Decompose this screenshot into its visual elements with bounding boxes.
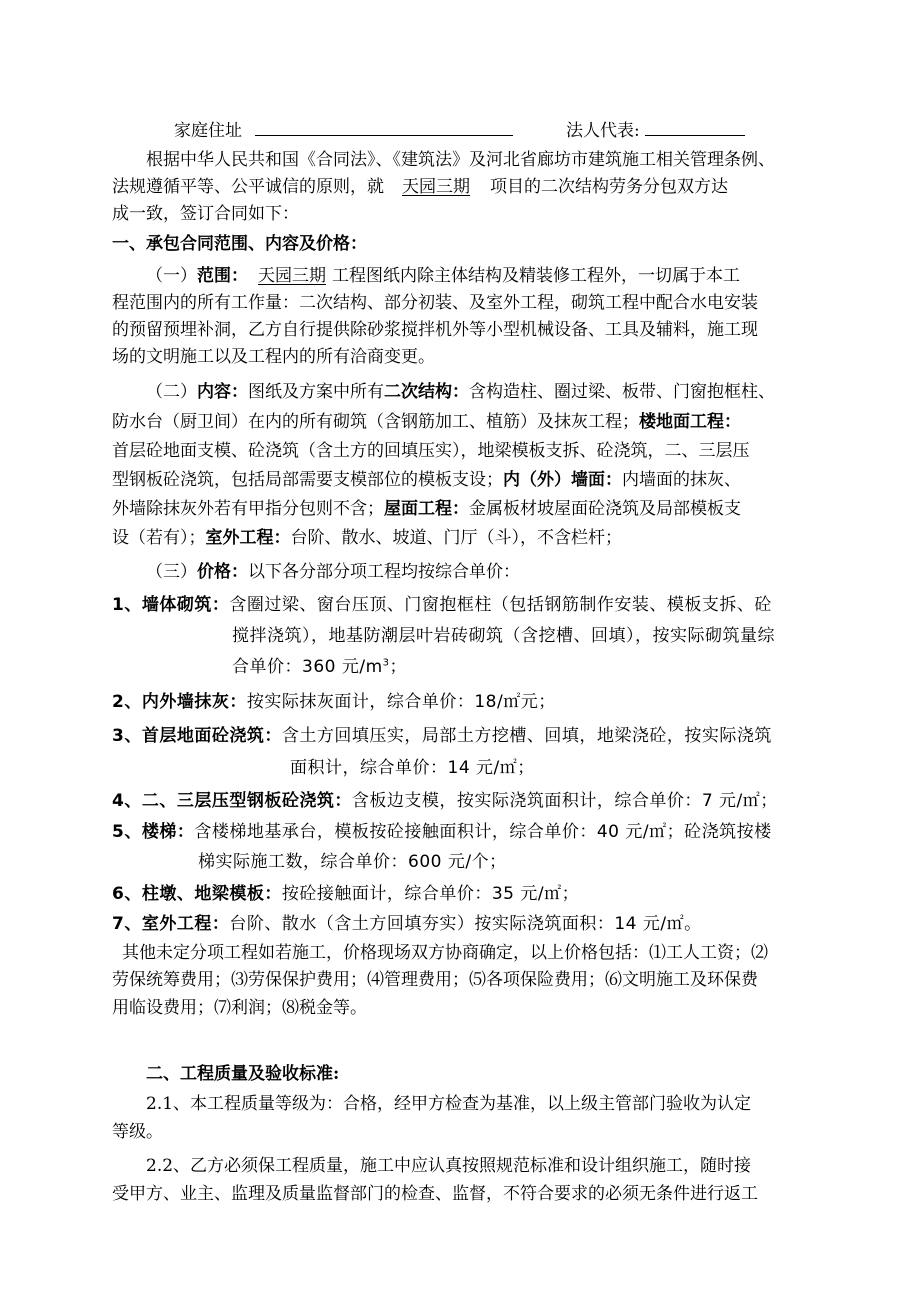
- other-line-2: 劳保统筹费用；⑶劳保保护费用；⑷管理费用；⑸各项保险费用；⑹文明施工及环保费: [112, 970, 758, 990]
- header-line: [174, 116, 513, 143]
- address-blank: [255, 116, 513, 136]
- item-3-line-1: [112, 724, 772, 748]
- item-3-line-2: 面积计，综合单价：14 元/㎡；: [290, 758, 535, 778]
- content-line-1: [146, 380, 775, 404]
- item-5-text-1: 含楼梯地基承台，模板按砼接触面积计，综合单价：40 元/㎡；砼浇筑按楼: [194, 822, 772, 842]
- content-text-4a: 型钢板砼浇筑，包括局部需要支模部位的模板支设；: [112, 470, 503, 490]
- content-bold-6b: 室外工程：: [205, 528, 291, 548]
- content-line-4: [112, 468, 741, 492]
- intro-text-b: 项目的二次结构劳务分包双方达: [490, 177, 728, 197]
- legal-rep-blank: [645, 116, 745, 136]
- item-2-line: [112, 690, 556, 714]
- scope-line-2: 程范围内的所有工作量：二次结构、部分初装、及室外工程，砌筑工程中配合水电安装: [112, 293, 758, 313]
- intro-line-1: 根据中华人民共和国《合同法》、《建筑法》及河北省廊坊市建筑施工相关管理条例、: [146, 150, 775, 170]
- legal-rep-line: [566, 116, 745, 143]
- item-1-label: 1、墙体砌筑：: [112, 595, 230, 615]
- quality-2-2-line-1: 2.2、乙方必须保工程质量，施工中应认真按照规范标准和设计组织施工，随时接: [146, 1156, 752, 1176]
- content-label: 内容：: [197, 382, 248, 402]
- item-6-line: [112, 882, 579, 906]
- content-num: （二）: [146, 382, 197, 402]
- item-4-text: 含板边支模，按实际浇筑面积计，综合单价：7 元/㎡；: [351, 791, 778, 811]
- intro-text-a: 法规遵循平等、公平诚信的原则，就: [112, 177, 384, 197]
- legal-rep-label: 法人代表:: [566, 121, 640, 141]
- content-text-4c: 内墙面的抹灰、: [622, 470, 741, 490]
- item-1-line-2: 搅拌浇筑），地基防潮层叶岩砖砌筑（含挖槽、回填），按实际砌筑量综: [232, 626, 775, 646]
- address-label: 家庭住址: [174, 121, 242, 141]
- section1-heading: 一、承包合同范围、内容及价格：: [112, 234, 367, 254]
- section2-heading: 二、工程质量及验收标准:: [146, 1064, 340, 1084]
- item-4-line: [112, 789, 778, 813]
- project-name: 天园三期: [402, 177, 470, 197]
- item-4-label: 4、二、三层压型钢板砼浇筑：: [112, 791, 352, 811]
- item-2-text: 按实际抹灰面计，综合单价：18/㎡元；: [246, 692, 556, 712]
- content-text-1a: 图纸及方案中所有: [248, 382, 384, 402]
- quality-2-1-line-2: 等级。: [112, 1122, 163, 1142]
- scope-line-3: 的预留预埋补洞，乙方自行提供除砂浆搅拌机外等小型机械设备、工具及辅料，施工现: [112, 320, 758, 340]
- price-line: [146, 560, 520, 584]
- item-1-line-3: [232, 655, 407, 679]
- scope-line-1: [146, 264, 740, 288]
- content-line-5: [112, 497, 741, 521]
- content-text-1c: 含构造柱、圈过梁、板带、门窗抱框柱、: [469, 382, 775, 402]
- content-text-6c: 台阶、散水、坡道、门厅（斗），不含栏杆；: [290, 528, 622, 548]
- other-line-3: 用临设费用；⑺利润；⑻税金等。: [112, 998, 367, 1018]
- item-3-label: 3、首层地面砼浇筑：: [112, 726, 282, 746]
- content-line-2: [112, 410, 741, 434]
- content-bold-4b: 内（外）墙面：: [503, 470, 622, 490]
- intro-line-3: 成一致，签订合同如下：: [112, 204, 299, 224]
- item-6-text: 按砼接触面计，综合单价：35 元/㎡；: [281, 884, 580, 904]
- content-text-5c: 金属板材坡屋面砼浇筑及局部模板支: [469, 499, 741, 519]
- item-7-label: 7、室外工程：: [112, 914, 230, 934]
- price-text: 以下各分部分项工程均按综合单价：: [248, 562, 520, 582]
- content-text-5a: 外墙除抹灰外若有甲指分包则不含；: [112, 499, 384, 519]
- item-1-line-1: [112, 593, 772, 617]
- price-num: （三）: [146, 562, 197, 582]
- intro-line-2: [112, 175, 728, 199]
- item-1-superscript: 3: [382, 657, 390, 669]
- item-2-label: 2、内外墙抹灰：: [112, 692, 247, 712]
- item-3-text-1: 含土方回填压实，局部土方挖槽、回填，地梁浇砼，按实际浇筑: [281, 726, 772, 746]
- item-1-text-3: 合单价：360 元/m: [232, 657, 383, 677]
- item-5-label: 5、楼梯：: [112, 822, 195, 842]
- content-bold-5b: 屋面工程：: [384, 499, 469, 519]
- quality-2-2-line-2: 受甲方、业主、监理及质量监督部门的检查、监督，不符合要求的必须无条件进行返工: [112, 1184, 758, 1204]
- scope-project: 天园三期: [258, 266, 326, 286]
- price-label: 价格：: [197, 562, 248, 582]
- content-line-3: 首层砼地面支模、砼浇筑（含土方的回填压实），地梁模板支拆、砼浇筑，二、三层压: [112, 441, 750, 461]
- scope-line-4: 场的文明施工以及工程内的所有洽商变更。: [112, 347, 435, 367]
- item-5-line-1: [112, 820, 772, 844]
- content-bold-2b: 楼地面工程：: [639, 412, 741, 432]
- scope-num: （一）: [146, 266, 197, 286]
- item-7-text: 台阶、散水（含土方回填夯实）按实际浇筑面积：14 元/㎡。: [229, 914, 702, 934]
- item-7-line: [112, 912, 702, 936]
- other-line-1: 其他未定分项工程如若施工，价格现场双方协商确定，以上价格包括：⑴工人工资；⑵: [122, 943, 768, 963]
- scope-label: 范围：: [197, 266, 248, 286]
- content-line-6: [112, 526, 622, 550]
- quality-2-1-line-1: 2.1、本工程质量等级为：合格，经甲方检查为基准，以上级主管部门验收为认定: [146, 1094, 752, 1114]
- scope-text-1: 工程图纸内除主体结构及精装修工程外，一切属于本工: [332, 266, 740, 286]
- content-text-2a: 防水台（厨卫间）在内的所有砌筑（含钢筋加工、植筋）及抹灰工程；: [112, 412, 639, 432]
- content-bold-1b: 二次结构：: [384, 382, 469, 402]
- item-5-line-2: 梯实际施工数，综合单价：600 元/个；: [198, 852, 507, 872]
- item-1-text-1: 含圈过梁、窗台压顶、门窗抱框柱（包括钢筋制作安装、模板支拆、砼: [229, 595, 772, 615]
- item-1-text-3-end: ；: [389, 657, 408, 677]
- item-6-label: 6、柱墩、地梁模板：: [112, 884, 282, 904]
- content-text-6a: 设（若有）；: [112, 528, 206, 548]
